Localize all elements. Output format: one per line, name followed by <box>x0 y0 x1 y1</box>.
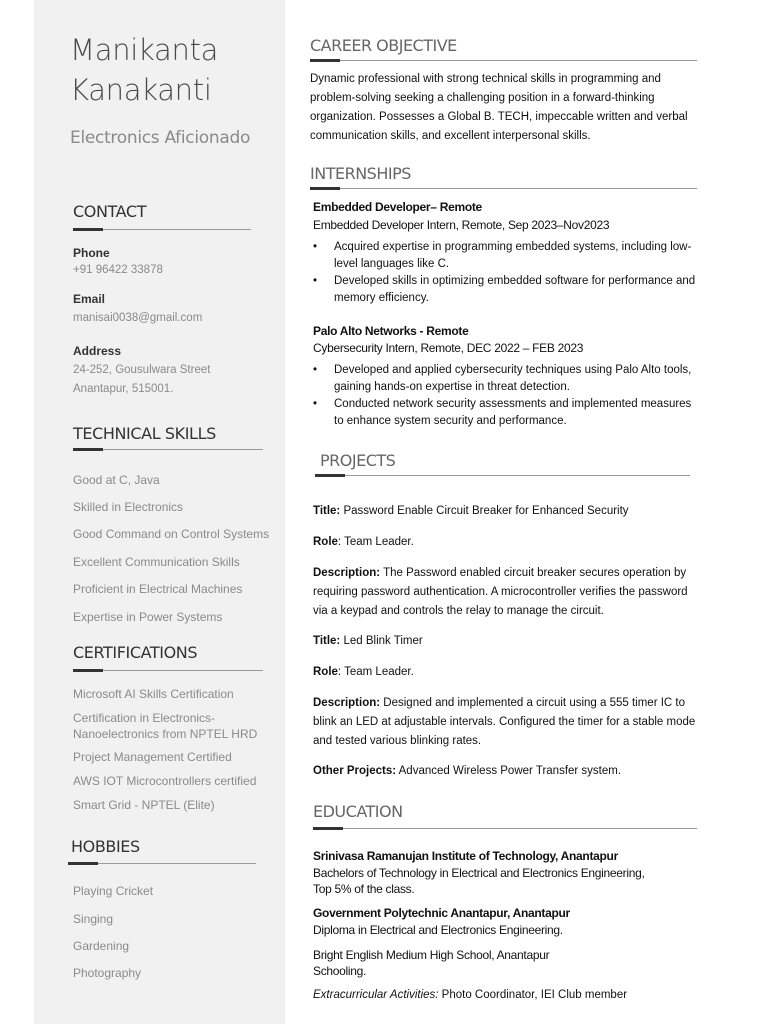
hobbies-divider <box>68 863 256 864</box>
education-1-line2: Top 5% of the class. <box>313 882 415 896</box>
list-item: • Developed and applied cybersecurity techniques using Palo Alto tools, gaining hands-on expertise in threat detection. <box>313 362 698 396</box>
projects-divider <box>315 475 690 476</box>
phone-value: +91 96422 33878 <box>73 264 163 276</box>
hobby-item: Singing <box>73 912 114 926</box>
email-value[interactable]: manisai0038@gmail.com <box>73 312 203 324</box>
internship-bullets <box>313 362 698 430</box>
list-item: • Conducted network security assessments and implemented measures to enhance system security and performance. <box>313 396 698 430</box>
certification-item: Smart Grid - NPTEL (Elite) <box>73 798 215 812</box>
education-1-title: Srinivasa Ramanujan Institute of Technology, Anantapur <box>313 849 618 863</box>
internships-divider <box>310 188 697 189</box>
project-1-role: Role: Team Leader. <box>313 536 414 548</box>
internship-title: Embedded Developer– Remote <box>313 200 482 214</box>
education-2-title: Government Polytechnic Anantapur, Anantapur <box>313 906 570 920</box>
hobbies-heading: HOBBIES <box>71 837 140 856</box>
address-label: Address <box>73 344 122 358</box>
certification-item: Certification in Electronics- <box>73 711 216 725</box>
skill-item: Proficient in Electrical Machines <box>73 582 243 596</box>
career-objective-text: Dynamic professional with strong technical skills in programming and problem-solving seeking a challenging position in a forward-thinking organization. Possesses a Global B. TECH, impeccable written and verbal communication skills, and excellent interpersonal skills. <box>310 73 688 142</box>
career-objective-divider <box>310 60 697 61</box>
phone-label: Phone <box>73 246 110 260</box>
project-2-title: Title: Led Blink Timer <box>313 635 423 647</box>
internships-heading: INTERNSHIPS <box>310 164 411 183</box>
address-line1: 24-252, Gousulwara Street <box>73 364 211 376</box>
internship-subtitle: Cybersecurity Intern, Remote, DEC 2022 – FEB 2023 <box>313 341 584 355</box>
skill-item: Expertise in Power Systems <box>73 610 223 624</box>
education-3-line1: Bright English Medium High School, Anantapur <box>313 948 550 962</box>
skill-item: Skilled in Electronics <box>73 500 184 514</box>
project-2-role: Role: Team Leader. <box>313 666 414 678</box>
education-1-line1: Bachelors of Technology in Electrical and Electronics Engineering, <box>313 866 645 880</box>
tagline: Electronics Aficionado <box>70 128 251 148</box>
internship-subtitle: Embedded Developer Intern, Remote, Sep 2023–Nov2023 <box>313 218 610 232</box>
address-line2: Anantapur, 515001. <box>73 383 174 395</box>
technical-skills-divider <box>73 449 263 450</box>
certification-item: Microsoft AI Skills Certification <box>73 687 234 701</box>
hobby-item: Photography <box>73 966 142 980</box>
certifications-heading: CERTIFICATIONS <box>73 643 198 662</box>
candidate-name <box>70 30 218 110</box>
hobby-item: Gardening <box>73 939 130 953</box>
education-2-line1: Diploma in Electrical and Electronics Engineering. <box>313 923 563 937</box>
skill-item: Excellent Communication Skills <box>73 555 240 569</box>
certification-item: AWS IOT Microcontrollers certified <box>73 774 257 788</box>
education-heading: EDUCATION <box>313 802 403 821</box>
education-divider <box>313 828 697 829</box>
list-item: • Acquired expertise in programming embedded systems, including low-level languages like C. <box>313 239 698 273</box>
last-name: Kanakanti <box>70 73 212 107</box>
internship-title: Palo Alto Networks - Remote <box>313 324 469 338</box>
certifications-divider <box>73 670 263 671</box>
education-3-line2: Schooling. <box>313 964 367 978</box>
skill-item: Good at C, Java <box>73 473 160 487</box>
project-1-title: Title: Password Enable Circuit Breaker for Enhanced Security <box>313 505 629 517</box>
contact-divider <box>73 229 251 230</box>
extracurricular-activities: Extracurricular Activities: Photo Coordinator, IEI Club member <box>313 989 628 1001</box>
certification-item: Project Management Certified <box>73 750 232 764</box>
career-objective-heading: CAREER OBJECTIVE <box>310 36 457 55</box>
first-name: Manikanta <box>70 33 219 67</box>
projects-heading: PROJECTS <box>320 451 396 470</box>
certification-item: Nanoelectronics from NPTEL HRD <box>73 727 258 741</box>
technical-skills-heading: TECHNICAL SKILLS <box>73 424 216 443</box>
contact-heading: CONTACT <box>73 202 147 221</box>
other-projects: Other Projects: Advanced Wireless Power Transfer system. <box>313 765 622 777</box>
hobby-item: Playing Cricket <box>73 884 154 898</box>
email-label: Email <box>73 292 106 306</box>
internship-bullets <box>313 239 698 307</box>
project-2-description: Description: Designed and implemented a circuit using a 555 timer IC to blink an LED at adjustable intervals. Configured the timer for a stable mode and tested various blinking rates. <box>313 697 696 747</box>
list-item: • Developed skills in optimizing embedded software for performance and memory efficiency. <box>313 273 698 307</box>
skill-item: Good Command on Control Systems <box>73 527 270 541</box>
project-1-description: Description: The Password enabled circuit breaker secures operation by requiring password authentication. A microcontroller verifies the password via a keypad and controls the relay to manage the circuit. <box>313 567 688 617</box>
